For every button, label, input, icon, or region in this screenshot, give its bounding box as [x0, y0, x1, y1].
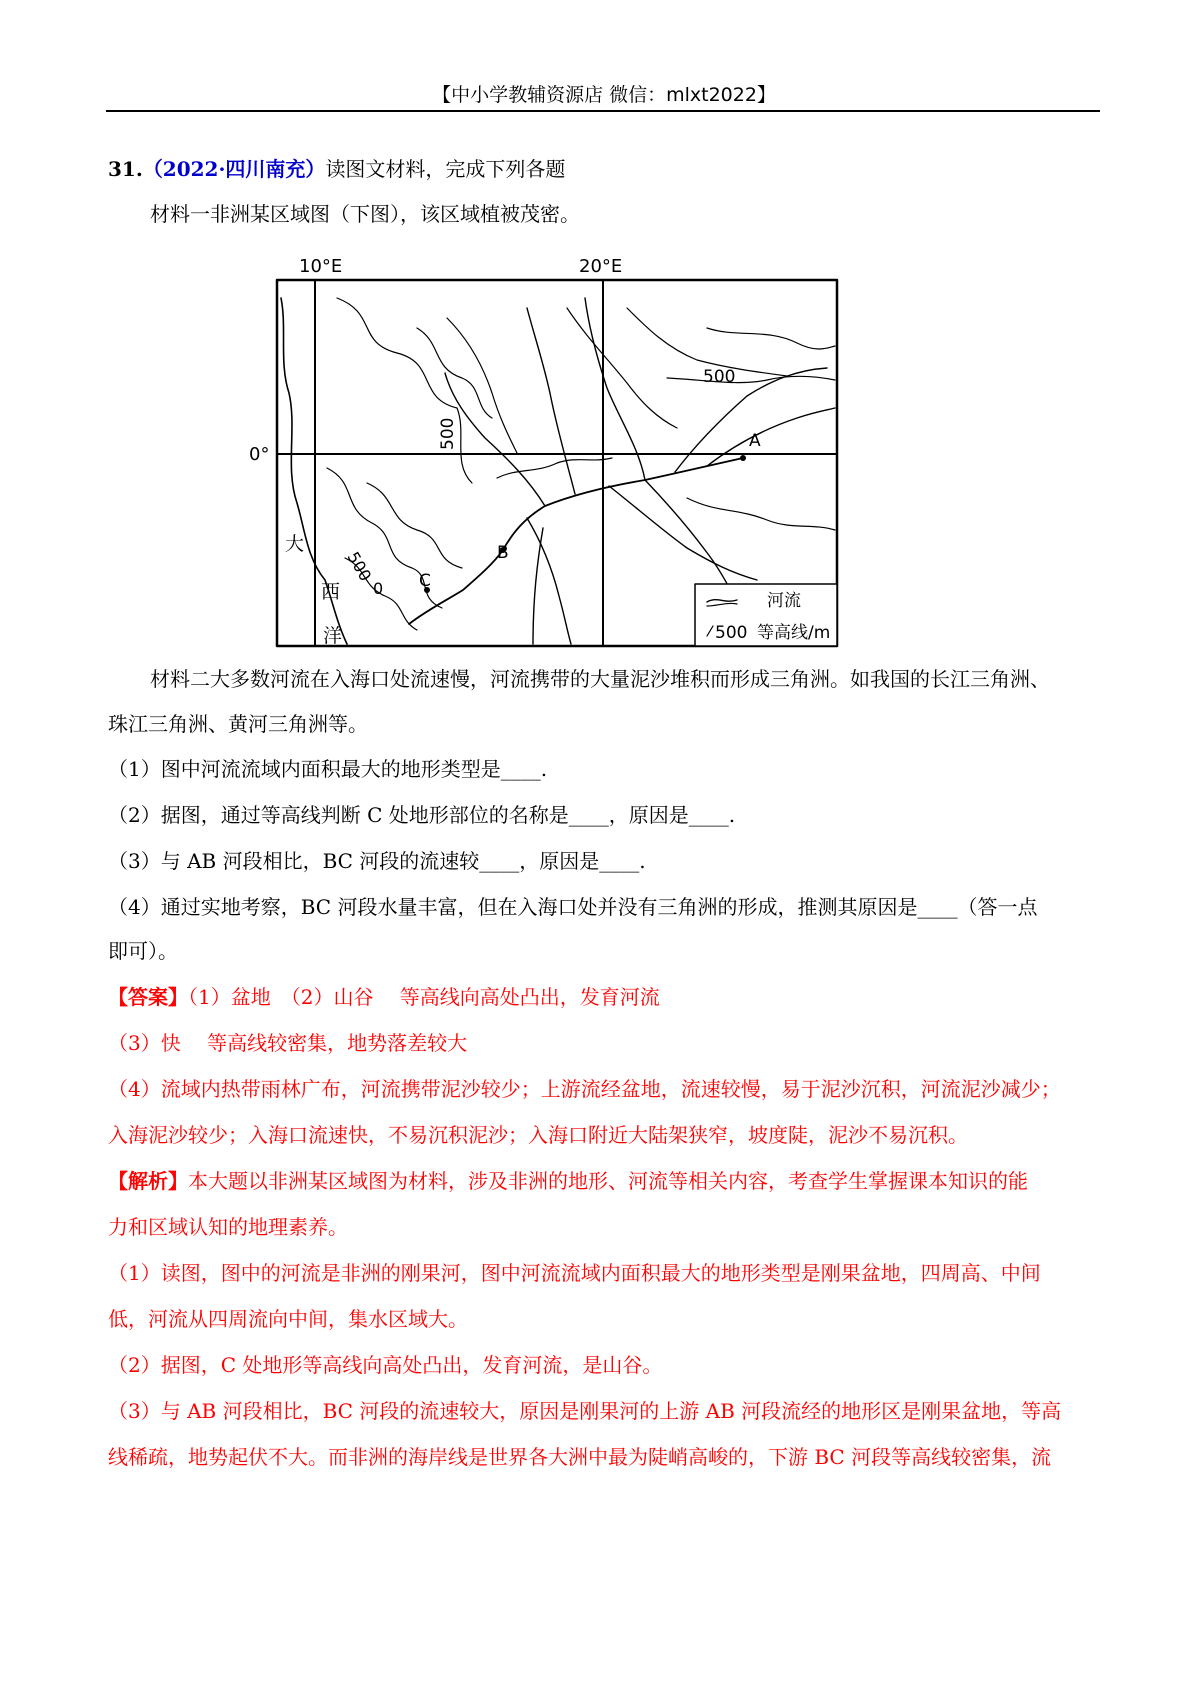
sub-question-1: （1）图中河流流域内面积最大的地形类型是____.: [108, 757, 548, 781]
sub-question-2: （2）据图，通过等高线判断 C 处地形部位的名称是____，原因是____.: [108, 803, 736, 827]
analysis-line-2: 力和区域认知的地理素养。: [108, 1215, 348, 1239]
ocean-char-3: 洋: [323, 625, 343, 647]
answer-line-2: （3）快 等高线较密集，地势落差较大: [108, 1031, 468, 1055]
contour-label-0: 0: [373, 579, 384, 598]
sub-question-4-line-2: 即可）。: [108, 939, 178, 963]
question-stem: [108, 154, 1100, 184]
answer-tag: 【答案】: [108, 985, 188, 1009]
main-river: [503, 458, 743, 550]
contour-label-500a: 500: [703, 367, 736, 387]
answer-line-3: （4）流域内热带雨林广布，河流携带泥沙较少；上游流经盆地，流速较慢，易于泥沙沉积，河流泥沙减少；: [108, 1077, 1061, 1101]
legend-contour-value: 500: [715, 623, 748, 643]
ocean-char-1: 大: [285, 533, 305, 555]
material-one: 材料一非洲某区域图（下图），该区域植被茂密。: [150, 202, 580, 226]
analysis-line-4: 低，河流从四周流向中间，集水区域大。: [108, 1307, 468, 1331]
ocean-char-2: 西: [321, 581, 341, 603]
question-number: 31.: [108, 157, 143, 181]
map-drawing: [249, 256, 927, 708]
point-b-label: B: [497, 543, 509, 563]
analysis-tag: 【解析】: [108, 1169, 188, 1193]
question-text: 读图文材料，完成下列各题: [325, 157, 566, 181]
legend-river-label: 河流: [767, 591, 801, 611]
contour-label-500c: 500: [343, 548, 376, 585]
lon-label-10e: 10°E: [299, 256, 343, 277]
sub-question-3: （3）与 AB 河段相比，BC 河段的流速较____，原因是____.: [108, 849, 646, 873]
analysis-text-1: 本大题以非洲某区域图为材料，涉及非洲的地形、河流等相关内容，考查学生掌握课本知识的能: [188, 1169, 1028, 1193]
analysis-line-1: [108, 1166, 1100, 1196]
point-c-label: C: [419, 571, 431, 591]
analysis-line-6: （3）与 AB 河段相比，BC 河段的流速较大，原因是刚果河的上游 AB 河段流经的地形区是刚果盆地，等高: [108, 1399, 1062, 1423]
africa-region-map: [249, 256, 927, 708]
legend-contour-label: 等高线/m: [757, 623, 831, 643]
page-header: 【中小学教辅资源店 微信：mlxt2022】: [432, 84, 776, 106]
answer-line-4: 入海泥沙较少；入海口流速快，不易沉积泥沙；入海口附近大陆架狭窄，坡度陡，泥沙不易沉积。: [108, 1123, 968, 1147]
point-a-marker: [740, 455, 746, 461]
contour-label-500b: 500: [438, 417, 458, 450]
analysis-line-7: 线稀疏，地势起伏不大。而非洲的海岸线是世界各大洲中最为陡峭高峻的，下游 BC 河段等高线较密集，流: [108, 1445, 1052, 1469]
lat-label-equator: 0°: [249, 444, 270, 465]
question-source: （2022·四川南充）: [142, 157, 326, 181]
point-a-label: A: [749, 431, 761, 451]
answer-line-1: [108, 982, 1100, 1012]
analysis-line-5: （2）据图，C 处地形等高线向高处凸出，发育河流，是山谷。: [108, 1353, 663, 1377]
material-two-line-1: 材料二大多数河流在入海口处流速慢，河流携带的大量泥沙堆积而形成三角洲。如我国的长江三角洲、: [150, 667, 1050, 691]
header-divider: [106, 110, 1100, 112]
analysis-line-3: （1）读图，图中的河流是非洲的刚果河，图中河流流域内面积最大的地形类型是刚果盆地，四周高、中间: [108, 1261, 1041, 1285]
material-two-line-2: 珠江三角洲、黄河三角洲等。: [108, 712, 368, 736]
lon-label-20e: 20°E: [579, 256, 623, 277]
answer-text-1: （1）盆地 （2）山谷 等高线向高处凸出，发育河流: [188, 985, 660, 1009]
sub-question-4-line-1: （4）通过实地考察，BC 河段水量丰富，但在入海口处并没有三角洲的形成，推测其原因是____（答一点: [108, 895, 1038, 919]
